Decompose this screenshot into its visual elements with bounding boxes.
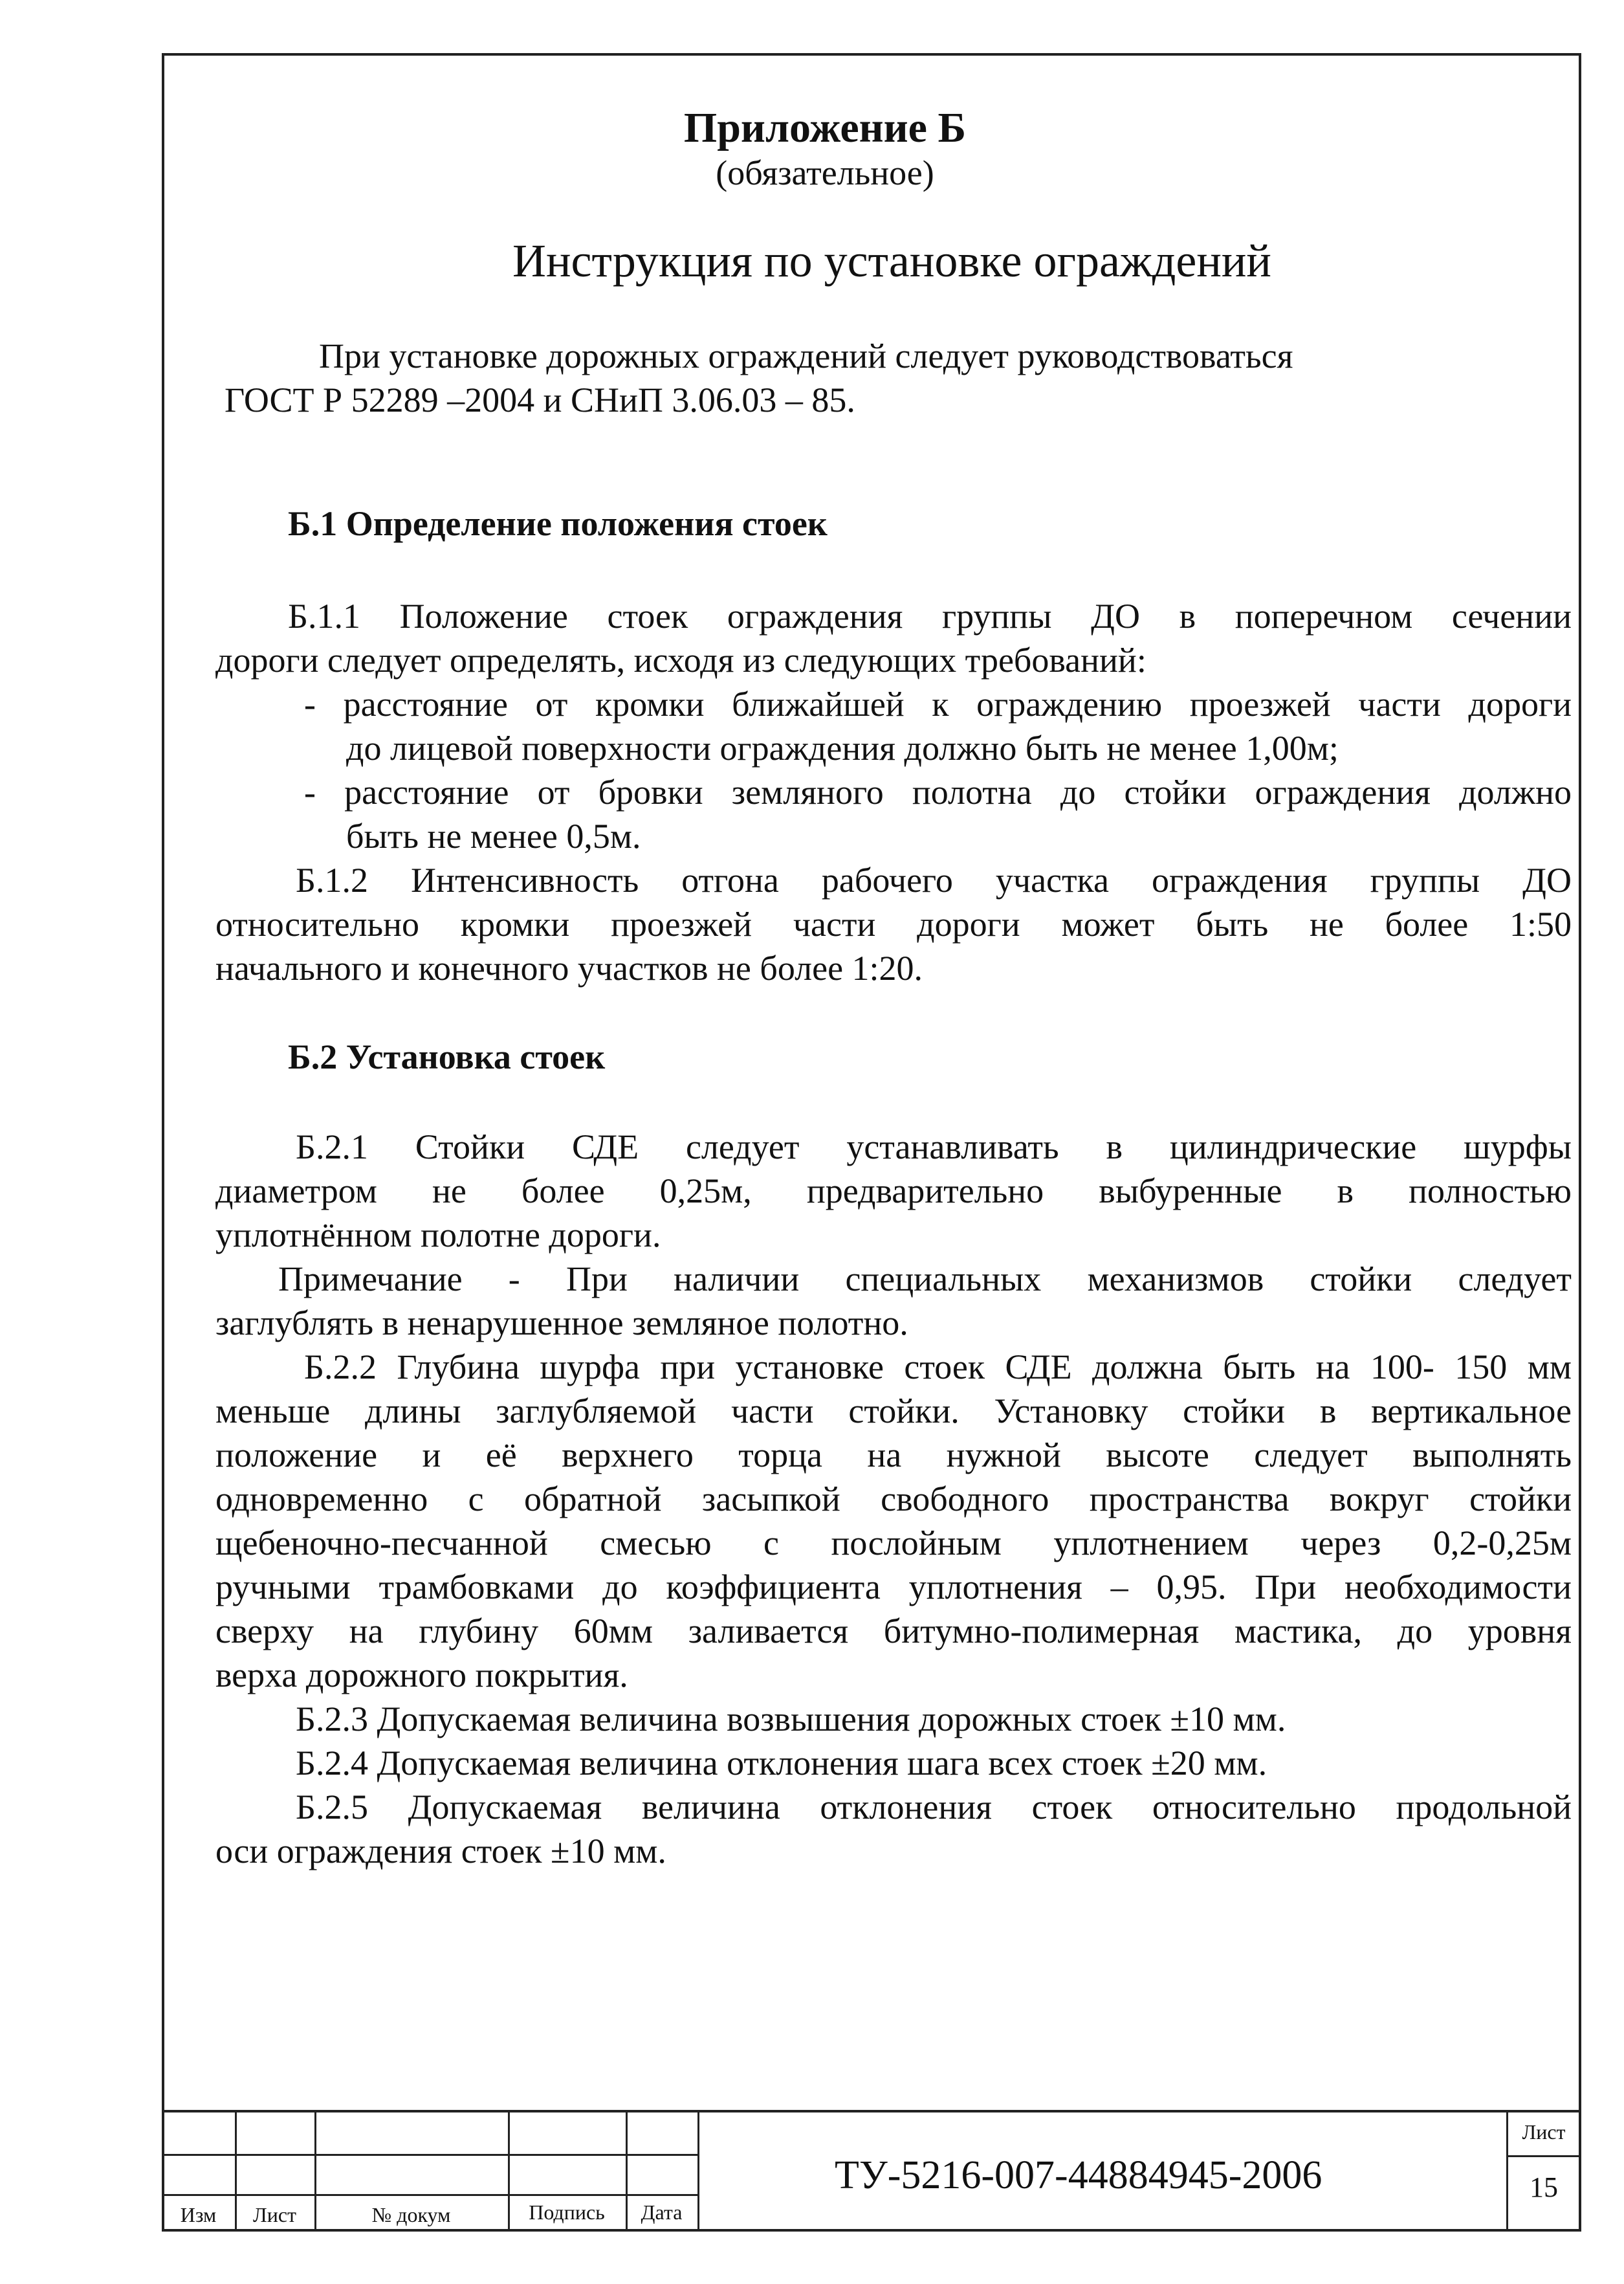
b2-note-line-2: заглублять в ненарушенное земляное полотно.: [215, 1303, 908, 1342]
b2-2-line-5: щебеночно-песчанной смесью с послойным уплотнением через 0,2-0,25м: [215, 1524, 1572, 1562]
intro-line-1: При установке дорожных ограждений следует руководствоваться: [319, 337, 1293, 375]
sheet-number: 15: [1530, 2171, 1558, 2203]
b1-1-line-1: Б.1.1 Положение стоек ограждения группы ДО в поперечном сечении: [288, 597, 1572, 636]
sheet-label: Лист: [1522, 2120, 1566, 2144]
b2-1-line-1: Б.2.1 Стойки СДЕ следует устанавливать в цилиндрические шурфы: [296, 1127, 1572, 1166]
document-code: ТУ-5216-007-44884945-2006: [835, 2153, 1322, 2197]
b1-1-bullet-1-line-2: до лицевой поверхности ограждения должно быть не менее 1,00м;: [346, 729, 1339, 768]
b2-5-line-1: Б.2.5 Допускаемая величина отклонения стоек относительно продольной: [296, 1788, 1572, 1826]
section-b1-title: Б.1 Определение положения стоек: [288, 504, 828, 543]
b2-note-line-1: Примечание - При наличии специальных механизмов стойки следует: [278, 1259, 1572, 1298]
b2-1-line-3: уплотнённом полотне дороги.: [215, 1215, 661, 1254]
b1-1-bullet-2-line-2: быть не менее 0,5м.: [346, 817, 641, 856]
appendix-title: Приложение Б: [683, 104, 967, 151]
b2-2-line-1: Б.2.2 Глубина шурфа при установке стоек СДЕ должна быть на 100- 150 мм: [304, 1347, 1572, 1386]
b1-2-line-3: начального и конечного участков не более 1:20.: [215, 949, 923, 988]
b2-2-line-8: верха дорожного покрытия.: [215, 1656, 628, 1694]
col-date-label: Дата: [641, 2201, 683, 2224]
b2-2-line-6: ручными трамбовками до коэффициента уплотнения – 0,95. При необходимости: [215, 1568, 1572, 1606]
stamp-row-line: [162, 2154, 697, 2156]
b1-1-line-2: дороги следует определять, исходя из следующих требований:: [215, 641, 1147, 680]
b2-1-line-2: диаметром не более 0,25м, предварительно выбуренные в полностью: [215, 1171, 1572, 1210]
stamp-row-line: [1506, 2155, 1581, 2157]
title-block: [162, 2110, 1581, 2232]
stamp-divider: [697, 2112, 699, 2232]
b2-4: Б.2.4 Допускаемая величина отклонения шага всех стоек ±20 мм.: [296, 1744, 1267, 1782]
b2-2-line-2: меньше длины заглубляемой части стойки. Установку стойки в вертикальное: [215, 1391, 1572, 1430]
b1-2-line-1: Б.1.2 Интенсивность отгона рабочего участка ограждения группы ДО: [296, 861, 1572, 900]
intro-line-2: ГОСТ Р 52289 –2004 и СНиП 3.06.03 – 85.: [225, 381, 855, 419]
col-doc-label: № докум: [371, 2203, 451, 2226]
appendix-status: (обязательное): [716, 153, 934, 192]
b2-2-line-3: положение и её верхнего торца на нужной высоте следует выполнять: [215, 1436, 1572, 1474]
col-sign-label: Подпись: [529, 2201, 605, 2224]
b1-1-bullet-1-line-1: - расстояние от кромки ближайшей к ограждению проезжей части дороги: [304, 685, 1572, 724]
section-b2-title: Б.2 Установка стоек: [288, 1037, 606, 1076]
b2-2-line-7: сверху на глубину 60мм заливается битумно-полимерная мастика, до уровня: [215, 1612, 1572, 1650]
b2-5-line-2: оси ограждения стоек ±10 мм.: [215, 1832, 666, 1870]
stamp-row-line: [162, 2194, 697, 2196]
b2-2-line-4: одновременно с обратной засыпкой свободного пространства вокруг стойки: [215, 1480, 1572, 1518]
b1-1-bullet-2-line-1: - расстояние от бровки земляного полотна до стойки ограждения должно: [304, 773, 1572, 812]
b1-2-line-2: относительно кромки проезжей части дороги может быть не более 1:50: [215, 905, 1572, 944]
col-izm-label: Изм: [180, 2203, 217, 2226]
instruction-heading: Инструкция по установке ограждений: [512, 235, 1271, 287]
b2-3: Б.2.3 Допускаемая величина возвышения дорожных стоек ±10 мм.: [296, 1700, 1286, 1738]
col-list-label: Лист: [252, 2203, 296, 2226]
